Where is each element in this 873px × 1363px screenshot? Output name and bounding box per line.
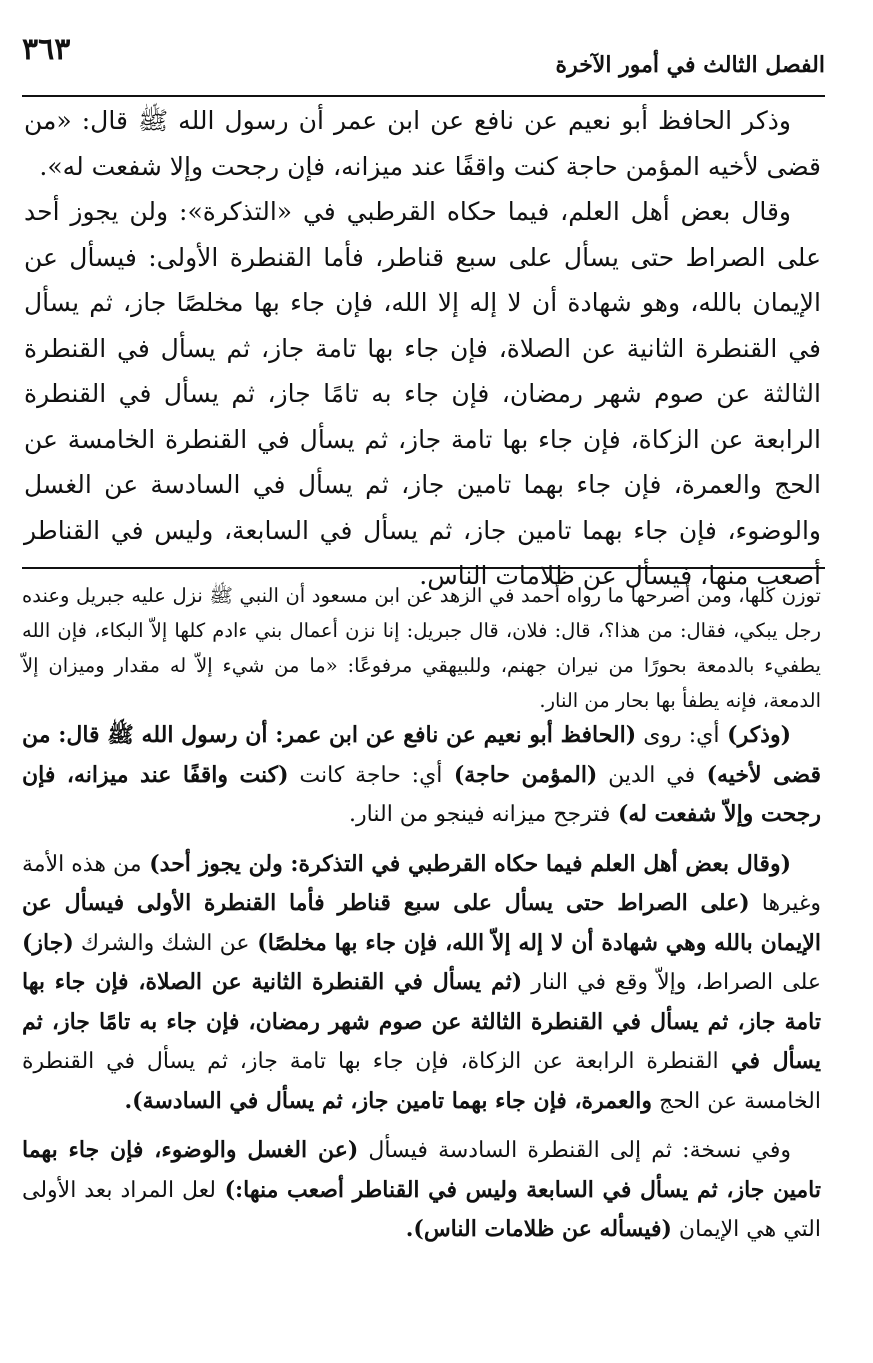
commentary-segment: أي: حاجة كانت	[288, 762, 443, 788]
running-title: الفصل الثالث في أمور الآخرة	[555, 52, 825, 78]
commentary-segment: لعل المراد بعد الأولى التي هي الإيمان	[22, 1177, 821, 1242]
header-rule	[22, 95, 825, 97]
page-header	[22, 28, 825, 90]
quoted-text-segment: (وقال بعض أهل العلم فيما حكاه القرطبي في التذكرة: ولن يجوز أحد)	[141, 850, 791, 877]
quoted-text-segment: (عن الغسل والوضوء، فإن جاء بهما تامين جاز، ثم يسأل في السابعة وليس في القناطر أصعب منها:)	[22, 1137, 821, 1203]
quoted-text-segment: والعمرة، فإن جاء بهما تامين جاز، ثم يسأل في السادسة).	[124, 1087, 652, 1114]
commentary-divider	[22, 567, 825, 569]
commentary-segment: وفي نسخة: ثم إلى القنطرة السادسة فيسأل	[358, 1138, 791, 1163]
commentary-segment: عن الشك والشرك	[73, 930, 250, 956]
commentary-paragraph-3	[22, 1131, 821, 1250]
quoted-text-segment: (على الصراط حتى يسأل على سبع قناطر فأما القنطرة الأولى فيسأل عن الإيمان بالله وهي شهادة أن لا إله إلاّ الله، فإن جاء بها مخلصًا)	[22, 890, 821, 956]
main-text	[24, 98, 821, 599]
commentary-paragraph-1	[22, 716, 821, 835]
quoted-text-segment: (كنت واقفًا عند ميزانه، فإن رجحت وإلاّ شفعت له)	[22, 761, 821, 827]
quoted-text-segment: (المؤمن حاجة)	[442, 761, 598, 788]
quoted-text-segment: (الحافظ أبو نعيم عن نافع عن ابن عمر: أن رسول الله ﷺ قال: من قضى لأخيه)	[22, 722, 822, 788]
quoted-text-segment: (فيسأله عن ظلامات الناس).	[405, 1216, 672, 1242]
main-text-paragraph-2: وقال بعض أهل العلم، فيما حكاه القرطبي في «التذكرة»: ولن يجوز أحد على الصراط حتى يسأل على سبع قناطر، فأما القنطرة الأولى: فيسأل عن الإيمان بالله، وهو شهادة أن لا إله إلا الله، فإن جاء بها مخلصًا جاز، ثم يسأل في القنطرة الثانية عن الصلاة، فإن جاء بها تامة جاز، ثم يسأل في القنطرة الثالثة عن صوم شهر رمضان، فإن جاء به تامًا جاز، ثم يسأل في القنطرة الرابعة عن الزكاة، فإن جاء بها تامة جاز، ثم يسأل في القنطرة الخامسة عن الحج والعمرة، فإن جاء بهما تامين جاز، ثم يسأل في السادسة عن الغسل والوضوء، فإن جاء بهما تامين جاز، ثم يسأل في السابعة، وليس في القناطر أصعب منها، فيسأل عن ظلامات الناس.	[24, 197, 821, 590]
commentary	[22, 716, 821, 1260]
quoted-text-segment: (جاز)	[22, 929, 74, 956]
commentary-segment: أي: روى	[636, 723, 720, 748]
commentary-segment: على الصراط، وإلاّ وقع في النار	[522, 970, 821, 995]
quoted-text-segment: (ثم يسأل في القنطرة الثانية عن الصلاة، فإن جاء بها تامة جاز، ثم يسأل في القنطرة الثالثة عن صوم شهر رمضان، فإن جاء به تامًا جاز، ثم يسأل في	[22, 969, 822, 1074]
footnote-continuation: توزن كلها، ومن أصرحها ما رواه أحمد في الزهد عن ابن مسعود أن النبي ﷺ نزل عليه جبريل وعنده رجل يبكي، فقال: من هذا؟، قال: فلان، قال جبريل: إنا نزن أعمال بني ءادم كلها إلاّ البكاء، فإن الله يطفيء بالدمعة بحورًا من نيران جهنم، وللبيهقي مرفوعًا: «ما من شيء إلاّ له مقدار وميزان إلاّ الدمعة، فإنه يطفأ بها بحار من النار.	[22, 584, 821, 712]
main-text-paragraph-1: وذكر الحافظ أبو نعيم عن نافع عن ابن عمر أن رسول الله ﷺ قال: «من قضى لأخيه المؤمن حاجة كنت واقفًا عند ميزانه، فإن رجحت وإلا شفعت له».	[24, 106, 821, 181]
commentary-segment: من هذه الأمة وغيرها	[22, 851, 821, 916]
commentary-segment: فترجح ميزانه فينجو من النار.	[349, 802, 611, 827]
commentary-paragraph-2	[22, 845, 821, 1122]
commentary-segment: في الدين	[597, 762, 696, 788]
quoted-text-segment: (وذكر)	[719, 722, 792, 748]
page-number: ٣٦٣	[22, 32, 71, 67]
commentary-segment: القنطرة الرابعة عن الزكاة، فإن جاء بها تامة جاز، ثم يسأل في القنطرة الخامسة عن الحج	[22, 1049, 821, 1114]
